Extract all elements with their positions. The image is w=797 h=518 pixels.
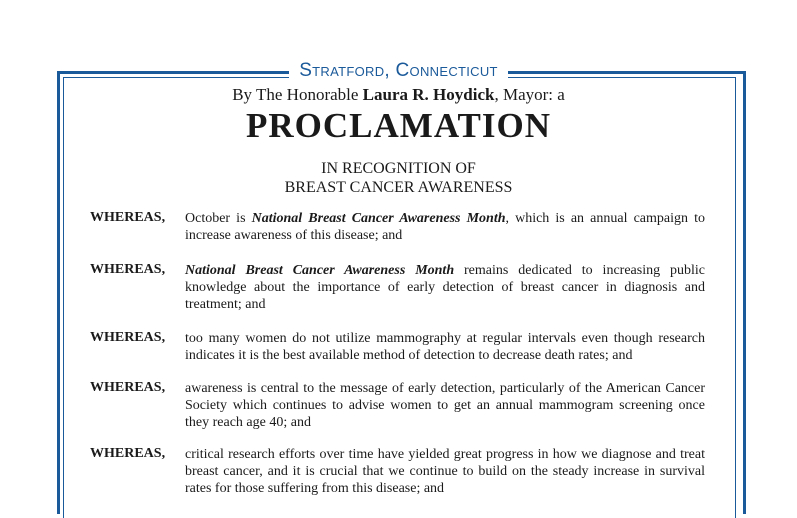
recognition-line-2: BREAST CANCER AWARENESS bbox=[284, 179, 513, 196]
whereas-text: critical research efforts over time have yielded great progress in how we diagnose and treat breast cancer, and it is crucial that we continue to build on the steady increase in survival rates for those suffering from this disease; and bbox=[185, 447, 705, 496]
whereas-label: WHEREAS, bbox=[90, 446, 166, 461]
byline bbox=[0, 85, 797, 105]
whereas-text: awareness is central to the message of early detection, particularly of the American Cancer Society which continues to advise women to get an annual mammogram screening once they reach age 40; and bbox=[185, 381, 705, 430]
emphasis-text: National Breast Cancer Awareness Month bbox=[251, 211, 506, 226]
whereas-text: National Breast Cancer Awareness Month remains dedicated to increasing public knowledge about the importance of early detection of breast cancer in diagnosis and treatment; and bbox=[185, 263, 705, 312]
recognition-line-1: IN RECOGNITION OF bbox=[321, 160, 476, 177]
byline-suffix: , Mayor: a bbox=[494, 85, 565, 104]
emphasis-text: National Breast Cancer Awareness Month bbox=[185, 263, 455, 278]
whereas-label: WHEREAS, bbox=[90, 330, 166, 345]
whereas-text: October is National Breast Cancer Awareness Month, which is an annual campaign to increase awareness of this disease; and bbox=[185, 211, 705, 243]
whereas-label: WHEREAS, bbox=[90, 380, 166, 395]
byline-prefix: By The Honorable bbox=[232, 85, 363, 104]
recognition-heading bbox=[0, 159, 797, 197]
mayor-name: Laura R. Hoydick bbox=[362, 85, 495, 104]
whereas-label: WHEREAS, bbox=[90, 210, 166, 225]
page-title: PROCLAMATION bbox=[246, 106, 551, 145]
city-name: Stratford, Connecticut bbox=[289, 60, 508, 82]
whereas-label: WHEREAS, bbox=[90, 262, 166, 277]
whereas-text: too many women do not utilize mammography at regular intervals even though research indicates it is the best available method of detection to decrease death rates; and bbox=[185, 331, 705, 363]
city-header bbox=[0, 60, 797, 82]
